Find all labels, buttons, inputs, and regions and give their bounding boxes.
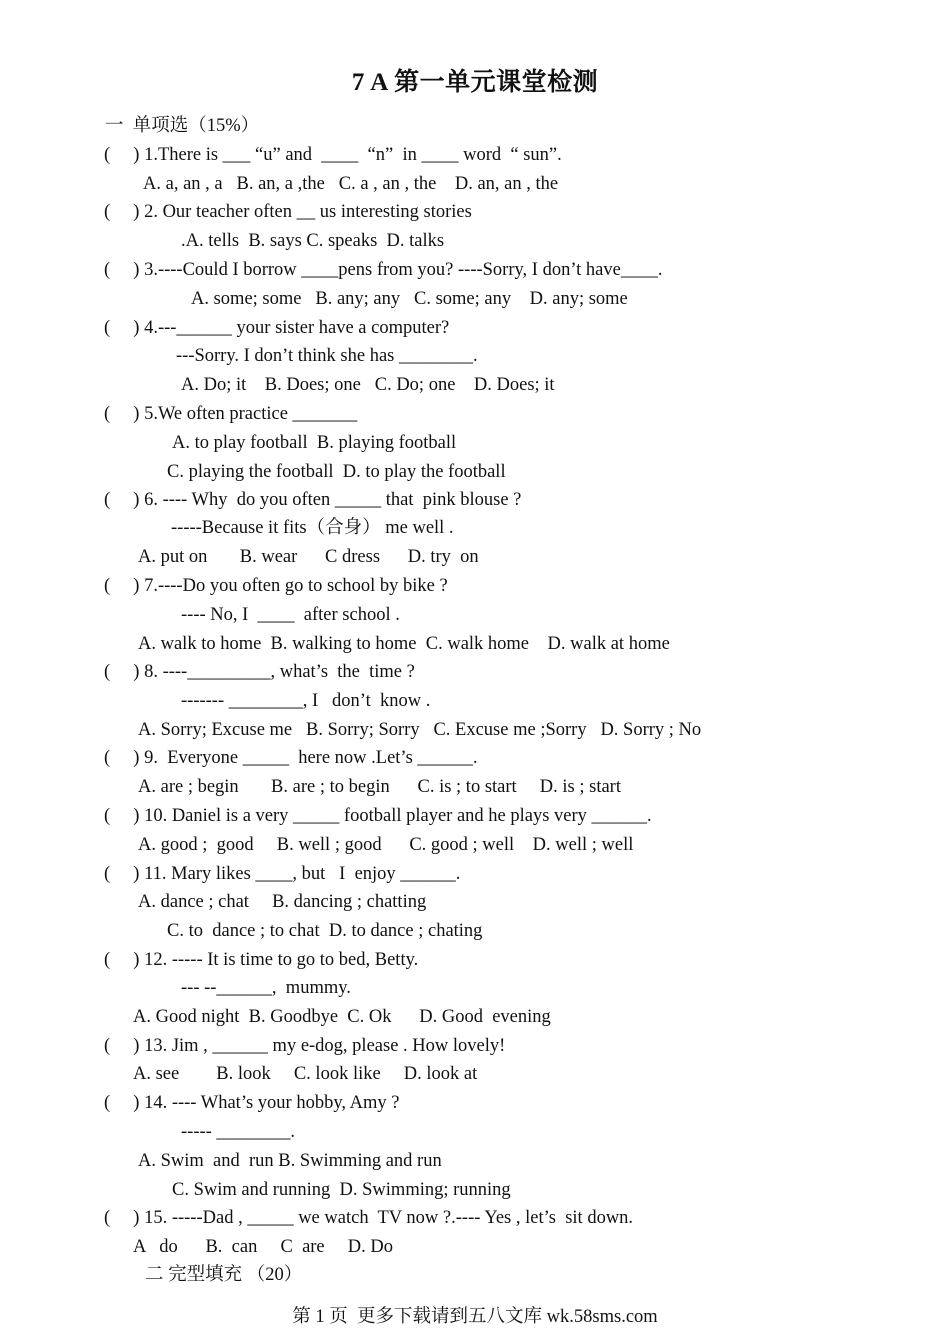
question-7: ( ) 7.----Do you often go to school by bike ? <box>104 576 448 596</box>
section-heading-2: 二 完型填充 （20） <box>145 1265 303 1285</box>
question-6-reply: -----Because it fits（合身） me well . <box>171 518 454 538</box>
question-1: ( ) 1.There is ___ “u” and ____ “n” in ____ word “ sun”. <box>104 145 562 165</box>
question-8-reply: ------- ________, I don’t know . <box>181 691 431 711</box>
options-2: .A. tells B. says C. speaks D. talks <box>181 231 445 251</box>
question-15: ( ) 15. -----Dad , _____ we watch TV now ?.---- Yes , let’s sit down. <box>104 1208 634 1228</box>
question-9: ( ) 9. Everyone _____ here now .Let’s ______. <box>104 748 478 768</box>
options-11b: C. to dance ; to chat D. to dance ; chating <box>167 921 483 941</box>
question-12-reply: --- --______, mummy. <box>181 978 351 998</box>
options-12: A. Good night B. Goodbye C. Ok D. Good evening <box>133 1007 551 1027</box>
options-1: A. a, an , a B. an, a ,the C. a , an , the D. an, an , the <box>143 174 559 194</box>
question-4-reply: ---Sorry. I don’t think she has ________. <box>176 346 478 366</box>
question-2: ( ) 2. Our teacher often __ us interesting stories <box>104 202 472 222</box>
section-heading: 一 单项选（15%） <box>105 116 260 136</box>
options-13: A. see B. look C. look like D. look at <box>133 1064 478 1084</box>
question-6: ( ) 6. ---- Why do you often _____ that pink blouse ? <box>104 490 522 510</box>
options-5b: C. playing the football D. to play the football <box>167 462 506 482</box>
options-5a: A. to play football B. playing football <box>172 433 457 453</box>
question-4: ( ) 4.---______ your sister have a computer? <box>104 318 450 338</box>
question-14-reply: ----- ________. <box>181 1122 296 1142</box>
options-15: A do B. can C are D. Do <box>133 1237 393 1257</box>
question-12: ( ) 12. ----- It is time to go to bed, Betty. <box>104 950 419 970</box>
question-14: ( ) 14. ---- What’s your hobby, Amy ? <box>104 1093 400 1113</box>
question-5: ( ) 5.We often practice _______ <box>104 404 358 424</box>
question-8: ( ) 8. ----_________, what’s the time ? <box>104 662 415 682</box>
options-6: A. put on B. wear C dress D. try on <box>138 547 479 567</box>
options-3: A. some; some B. any; any C. some; any D. any; some <box>191 289 628 309</box>
question-3: ( ) 3.----Could I borrow ____pens from you? ----Sorry, I don’t have____. <box>104 260 663 280</box>
question-7-reply: ---- No, I ____ after school . <box>181 605 400 625</box>
options-4: A. Do; it B. Does; one C. Do; one D. Does; it <box>181 375 555 395</box>
options-9: A. are ; begin B. are ; to begin C. is ; to start D. is ; start <box>138 777 621 797</box>
question-11: ( ) 11. Mary likes ____, but I enjoy ______. <box>104 864 461 884</box>
page-title: 7 A 第一单元课堂检测 <box>351 69 599 96</box>
options-14b: C. Swim and running D. Swimming; running <box>172 1180 511 1200</box>
question-13: ( ) 13. Jim , ______ my e-dog, please . How lovely! <box>104 1036 506 1056</box>
options-14a: A. Swim and run B. Swimming and run <box>138 1151 442 1171</box>
question-10: ( ) 10. Daniel is a very _____ football player and he plays very ______. <box>104 806 652 826</box>
options-11a: A. dance ; chat B. dancing ; chatting <box>138 892 427 912</box>
options-7: A. walk to home B. walking to home C. walk home D. walk at home <box>138 634 670 654</box>
options-10: A. good ; good B. well ; good C. good ; well D. well ; well <box>138 835 634 855</box>
options-8: A. Sorry; Excuse me B. Sorry; Sorry C. Excuse me ;Sorry D. Sorry ; No <box>138 720 702 740</box>
page-footer: 第 1 页 更多下载请到五八文库 wk.58sms.com <box>292 1307 658 1327</box>
